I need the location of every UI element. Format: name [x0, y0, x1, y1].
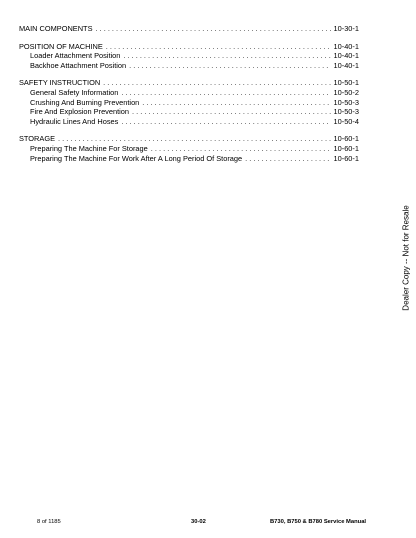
toc-section-position-of-machine — [19, 42, 359, 71]
toc-subentry-title: Backhoe Attachment Position — [30, 60, 127, 70]
toc-entry-page: 10-40-1 — [333, 41, 359, 51]
toc-entry-title: MAIN COMPONENTS — [19, 24, 93, 33]
toc-subentry-title: Crushing And Burning Prevention — [30, 97, 140, 107]
toc-subentry[interactable] — [19, 117, 359, 127]
dot-leader — [151, 144, 331, 154]
toc-subentry[interactable] — [19, 107, 359, 117]
table-of-contents — [19, 24, 359, 171]
toc-section-safety-instruction — [19, 78, 359, 126]
dot-leader — [106, 42, 331, 52]
toc-subentry-page: 10-50-2 — [333, 87, 359, 97]
dealer-copy-watermark: Dealer Copy -- Not for Resale — [401, 205, 411, 311]
dot-leader — [121, 88, 330, 98]
toc-subentry-title: Preparing The Machine For Work After A Long Period Of Storage — [30, 153, 243, 163]
dot-leader — [96, 24, 331, 34]
toc-subentry[interactable] — [19, 98, 359, 108]
toc-subentry-page: 10-60-1 — [333, 143, 359, 153]
toc-subentry[interactable] — [19, 61, 359, 71]
toc-section-main-components — [19, 24, 359, 34]
toc-subentry[interactable] — [19, 144, 359, 154]
toc-subentry-page: 10-50-3 — [333, 97, 359, 107]
toc-entry[interactable] — [19, 78, 359, 88]
toc-subentry-page: 10-50-4 — [333, 116, 359, 126]
toc-entry-title: POSITION OF MACHINE — [19, 41, 103, 51]
toc-entry-title: STORAGE — [19, 134, 56, 144]
toc-subentry[interactable] — [19, 88, 359, 98]
toc-subentry-page: 10-50-3 — [333, 107, 359, 117]
toc-entry-page: 10-30-1 — [333, 24, 359, 33]
dot-leader — [123, 51, 330, 61]
toc-entry-page: 10-50-1 — [333, 78, 359, 88]
dot-leader — [103, 78, 330, 88]
footer-manual-title: B730, B750 & B780 Service Manual — [270, 519, 367, 525]
dot-leader — [245, 154, 330, 164]
toc-section-storage — [19, 134, 359, 163]
toc-entry[interactable] — [19, 24, 359, 34]
toc-subentry-title: Fire And Explosion Prevention — [30, 107, 130, 117]
toc-subentry-page: 10-40-1 — [333, 60, 359, 70]
toc-subentry-title: Preparing The Machine For Storage — [30, 143, 148, 153]
dot-leader — [142, 98, 330, 108]
toc-subentry-title: Hydraulic Lines And Hoses — [30, 116, 119, 126]
dot-leader — [58, 134, 331, 144]
toc-entry[interactable] — [19, 134, 359, 144]
toc-entry-page: 10-60-1 — [333, 134, 359, 144]
dot-leader — [121, 117, 330, 127]
toc-subentry-title: Loader Attachment Position — [30, 51, 121, 61]
dot-leader — [129, 61, 330, 71]
toc-subentry-page: 10-40-1 — [333, 51, 359, 61]
toc-subentry-title: General Safety Information — [30, 87, 119, 97]
footer-page-number: 30-02 — [191, 519, 206, 525]
toc-entry[interactable] — [19, 42, 359, 52]
dot-leader — [132, 107, 331, 117]
toc-subentry[interactable] — [19, 51, 359, 61]
toc-subentry[interactable] — [19, 154, 359, 164]
toc-subentry-page: 10-60-1 — [333, 153, 359, 163]
footer-page-count: 8 of 1185 — [37, 519, 61, 525]
toc-entry-title: SAFETY INSTRUCTION — [19, 78, 101, 88]
